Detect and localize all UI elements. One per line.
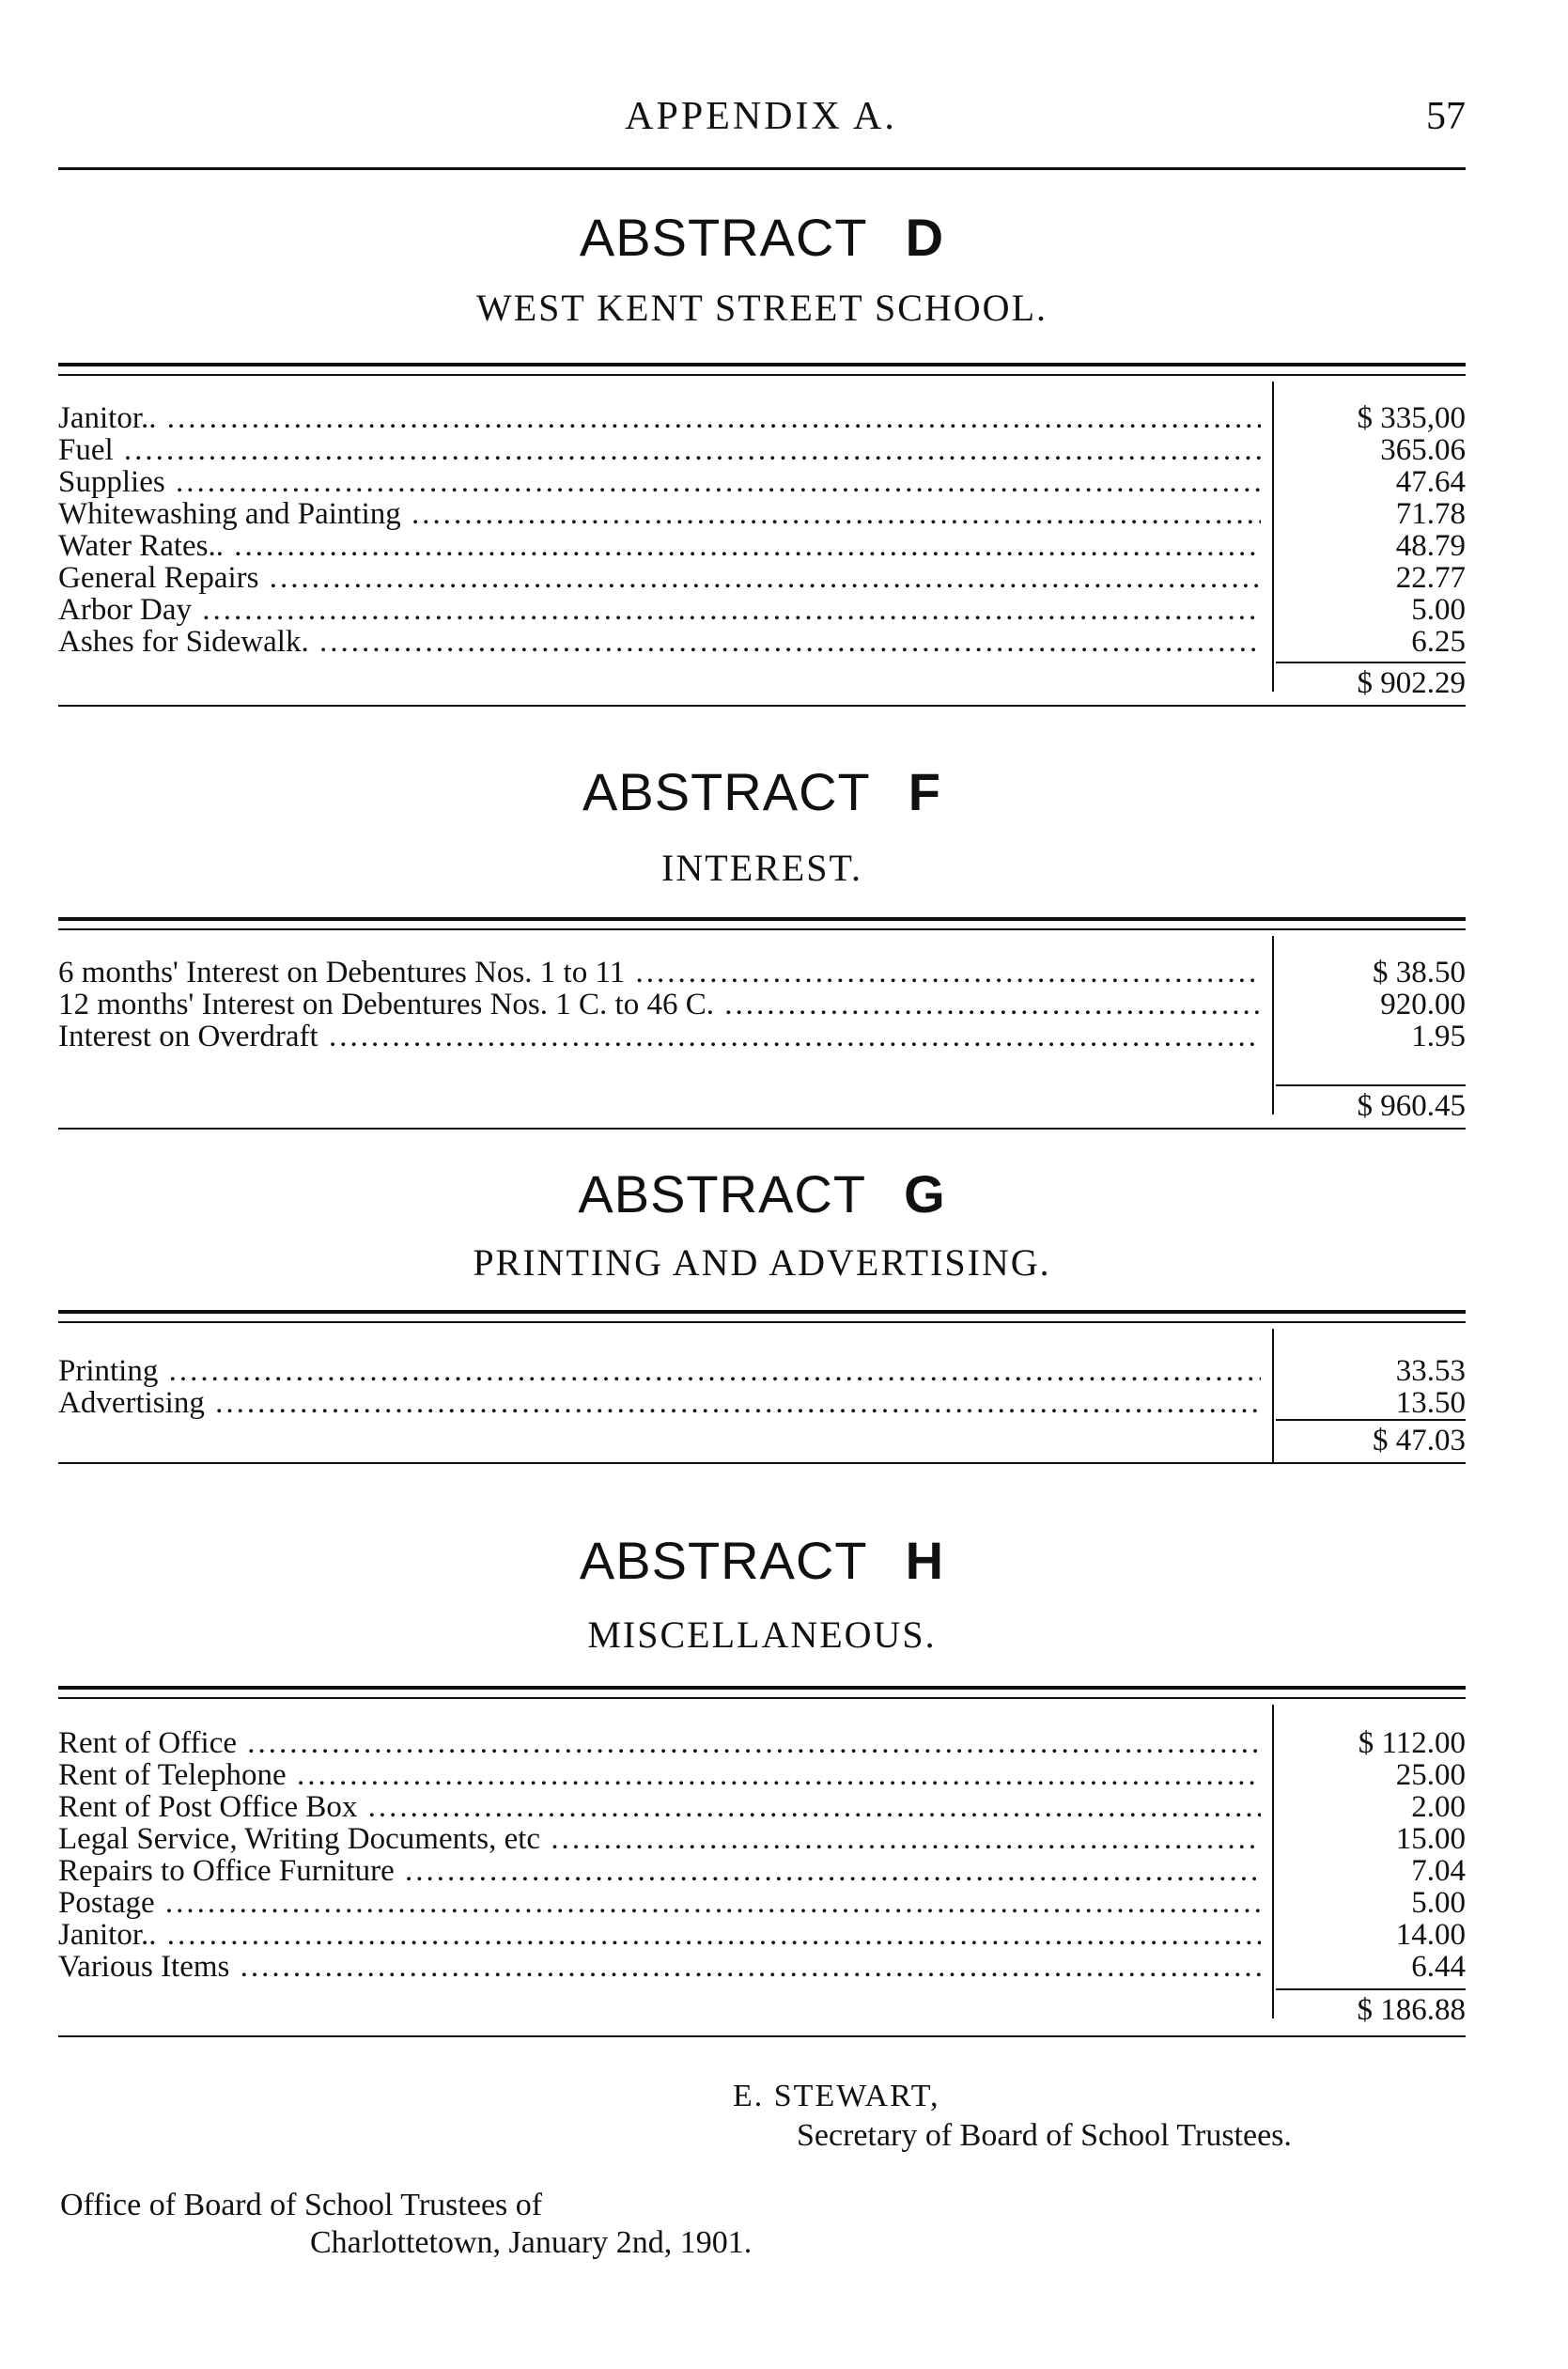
row-amount: 920.00 bbox=[1380, 988, 1466, 1021]
table-row bbox=[58, 530, 1466, 562]
abstract-f-bottom-rule bbox=[58, 1128, 1466, 1130]
abstract-h-double-rule bbox=[58, 1686, 1466, 1699]
row-label: General Repairs ..... bbox=[58, 562, 1261, 594]
abstract-h-total: $ 186.88 bbox=[1357, 1993, 1466, 2027]
abstract-d-table bbox=[58, 402, 1466, 658]
abstract-g-total: $ 47.03 bbox=[1373, 1424, 1466, 1457]
signer-name: E. STEWART, bbox=[733, 2079, 940, 2113]
abstract-d-subtitle: WEST KENT STREET SCHOOL. bbox=[475, 287, 1048, 329]
table-row bbox=[58, 626, 1466, 658]
row-label: Legal Service, Writing Documents, etc ..... bbox=[58, 1823, 1261, 1855]
row-amount: 5.00 bbox=[1411, 1886, 1466, 1920]
abstract-d-total-rule bbox=[1276, 662, 1466, 663]
abstract-g-subtitle: PRINTING AND ADVERTISING. bbox=[473, 1241, 1051, 1284]
row-amount: $ 335,00 bbox=[1357, 401, 1466, 435]
abstract-d-title: ABSTRACT D bbox=[579, 208, 945, 267]
table-row bbox=[58, 562, 1466, 594]
row-label: Supplies ..... bbox=[58, 466, 1261, 498]
table-row bbox=[58, 957, 1466, 989]
row-label: 6 months' Interest on Debentures Nos. 1 to 11 ..... bbox=[58, 957, 1261, 989]
abstract-f-section bbox=[58, 761, 1466, 1137]
row-label: Water Rates.. ..... bbox=[58, 530, 1261, 562]
abstract-h-section bbox=[58, 1530, 1466, 2047]
abstract-d-total: $ 902.29 bbox=[1357, 666, 1466, 700]
table-row bbox=[58, 1759, 1466, 1791]
row-label: Janitor.. ..... bbox=[58, 402, 1261, 434]
table-row bbox=[58, 1355, 1466, 1387]
abstract-h-subtitle: MISCELLANEOUS. bbox=[587, 1613, 937, 1656]
row-amount: 1.95 bbox=[1411, 1020, 1466, 1053]
office-line-2: Charlottetown, January 2nd, 1901. bbox=[310, 2225, 753, 2260]
row-label: Fuel ..... bbox=[58, 434, 1261, 466]
row-label: 12 months' Interest on Debentures Nos. 1 C. to 46 C. ..... bbox=[58, 989, 1261, 1021]
table-row bbox=[58, 594, 1466, 626]
page-number: 57 bbox=[1426, 95, 1466, 138]
row-amount: 15.00 bbox=[1395, 1822, 1466, 1856]
abstract-f-table bbox=[58, 957, 1466, 1052]
row-label: Rent of Office ..... bbox=[58, 1727, 1261, 1759]
running-head-title: APPENDIX A. bbox=[625, 95, 897, 138]
abstract-d-section bbox=[58, 207, 1466, 714]
row-amount: 25.00 bbox=[1395, 1758, 1466, 1792]
abstract-d-double-rule bbox=[58, 363, 1466, 376]
abstract-g-total-rule bbox=[1276, 1419, 1466, 1421]
row-amount: $ 112.00 bbox=[1358, 1726, 1466, 1760]
row-label: Interest on Overdraft ..... bbox=[58, 1021, 1261, 1052]
abstract-f-double-rule bbox=[58, 917, 1466, 930]
header-rule bbox=[58, 167, 1466, 170]
table-row bbox=[58, 1855, 1466, 1887]
table-row bbox=[58, 466, 1466, 498]
row-amount: 33.53 bbox=[1395, 1354, 1466, 1388]
abstract-f-total: $ 960.45 bbox=[1357, 1089, 1466, 1123]
row-amount: 6.44 bbox=[1411, 1950, 1466, 1984]
row-amount: 6.25 bbox=[1411, 625, 1466, 659]
row-label: Rent of Telephone ..... bbox=[58, 1759, 1261, 1791]
abstract-d-bottom-rule bbox=[58, 705, 1466, 707]
abstract-h-total-rule bbox=[1276, 1988, 1466, 1990]
row-amount: 22.77 bbox=[1395, 561, 1466, 595]
abstract-f-total-rule bbox=[1276, 1084, 1466, 1086]
table-row bbox=[58, 1951, 1466, 1983]
table-row bbox=[58, 1791, 1466, 1823]
row-amount: 365.06 bbox=[1380, 433, 1466, 467]
abstract-g-title: ABSTRACT G bbox=[578, 1164, 946, 1223]
abstract-d-letter: D bbox=[905, 208, 945, 267]
row-label: Various Items ..... bbox=[58, 1951, 1261, 1983]
abstract-g-bottom-rule bbox=[58, 1462, 1466, 1464]
row-label: Advertising ..... bbox=[58, 1387, 1261, 1419]
row-amount: 71.78 bbox=[1395, 497, 1466, 531]
row-label: Rent of Post Office Box ..... bbox=[58, 1791, 1261, 1823]
abstract-h-bottom-rule bbox=[58, 2035, 1466, 2037]
table-row bbox=[58, 434, 1466, 466]
abstract-f-subtitle: INTEREST. bbox=[661, 847, 862, 889]
abstract-g-table bbox=[58, 1355, 1466, 1419]
abstract-f-letter: F bbox=[908, 762, 941, 821]
row-label: Arbor Day ..... bbox=[58, 594, 1261, 626]
row-label: Ashes for Sidewalk. ..... bbox=[58, 626, 1261, 658]
abstract-g-section bbox=[58, 1163, 1466, 1473]
row-amount: 14.00 bbox=[1395, 1918, 1466, 1952]
running-head bbox=[56, 90, 1466, 147]
table-row bbox=[58, 1823, 1466, 1855]
row-label: Janitor.. ..... bbox=[58, 1919, 1261, 1951]
row-amount: $ 38.50 bbox=[1373, 956, 1466, 990]
row-amount: 7.04 bbox=[1411, 1854, 1466, 1888]
abstract-h-title: ABSTRACT H bbox=[579, 1531, 945, 1590]
table-row bbox=[58, 498, 1466, 530]
signer-role: Secretary of Board of School Trustees. bbox=[797, 2118, 1292, 2153]
row-label: Repairs to Office Furniture ..... bbox=[58, 1855, 1261, 1887]
abstract-g-letter: G bbox=[904, 1164, 946, 1223]
row-label: Whitewashing and Painting ..... bbox=[58, 498, 1261, 530]
row-amount: 48.79 bbox=[1395, 529, 1466, 563]
abstract-h-letter: H bbox=[905, 1531, 945, 1590]
table-row bbox=[58, 1887, 1466, 1919]
row-amount: 47.64 bbox=[1395, 465, 1466, 499]
row-label: Printing ..... bbox=[58, 1355, 1261, 1387]
abstract-f-title: ABSTRACT F bbox=[582, 762, 941, 821]
table-row bbox=[58, 1387, 1466, 1419]
table-row bbox=[58, 1919, 1466, 1951]
table-row bbox=[58, 402, 1466, 434]
table-row bbox=[58, 1021, 1466, 1052]
table-row bbox=[58, 989, 1466, 1021]
office-line-1: Office of Board of School Trustees of bbox=[60, 2188, 543, 2222]
row-amount: 13.50 bbox=[1395, 1386, 1466, 1420]
row-label: Postage ..... bbox=[58, 1887, 1261, 1919]
row-amount: 2.00 bbox=[1411, 1790, 1466, 1824]
abstract-g-double-rule bbox=[58, 1310, 1466, 1323]
table-row bbox=[58, 1727, 1466, 1759]
row-amount: 5.00 bbox=[1411, 593, 1466, 627]
abstract-h-table bbox=[58, 1727, 1466, 1983]
